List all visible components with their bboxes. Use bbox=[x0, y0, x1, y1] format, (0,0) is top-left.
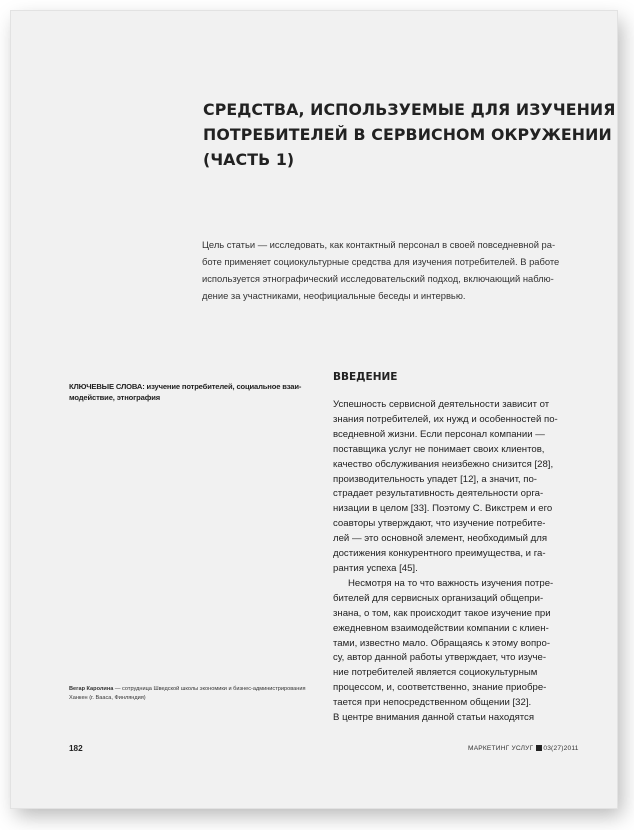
abstract-line: боте применяет социокультурные средства для изучения потребителей. В работе bbox=[202, 256, 560, 267]
body-text bbox=[333, 398, 583, 726]
article-abstract bbox=[202, 236, 588, 304]
body-line: поставщика услуг не понимает своих клиентов, bbox=[333, 443, 545, 455]
body-line: процессом, и, соответственно, знание приобре- bbox=[333, 682, 547, 694]
title-line: ПОТРЕБИТЕЛЕЙ В СЕРВИСНОМ ОКРУЖЕНИИ bbox=[203, 125, 612, 144]
journal-issue: 03(27)2011 bbox=[543, 745, 579, 752]
body-line: рантия успеха [45]. bbox=[333, 562, 418, 574]
title-line: СРЕДСТВА, ИСПОЛЬЗУЕМЫЕ ДЛЯ ИЗУЧЕНИЯ bbox=[203, 100, 616, 119]
body-line: тами, известно мало. Обращаясь к этому вопро- bbox=[333, 637, 551, 649]
section-heading: ВВЕДЕНИЕ bbox=[333, 371, 398, 383]
body-line: Успешность сервисной деятельности зависит от bbox=[333, 399, 550, 410]
author-location: Ханкен (г. Вааса, Финляндия) bbox=[69, 695, 146, 701]
body-line: производительность упадет [12], а значит, по- bbox=[333, 473, 537, 485]
keywords-line: модействие, этнография bbox=[69, 393, 160, 402]
abstract-line: Цель статьи — исследовать, как контактный персонал в своей повседневной ра- bbox=[202, 239, 556, 250]
body-line: вседневной жизни. Если персонал компании — bbox=[333, 428, 545, 440]
body-line: достижения конкурентного преимущества, и га- bbox=[333, 548, 546, 560]
journal-name: МАРКЕТИНГ УСЛУГ bbox=[468, 745, 534, 752]
body-line: су, автор данной работы утверждает, что изуче- bbox=[333, 652, 547, 664]
body-line: качество обслуживания неизбежно снизится [28], bbox=[333, 458, 554, 470]
body-line: тается при непосредственном общении [32]. bbox=[333, 697, 532, 709]
article-title bbox=[203, 97, 616, 172]
body-line: знана, о том, как происходит такое изучение при bbox=[333, 607, 551, 619]
author-note bbox=[69, 685, 329, 703]
body-line: низации в целом [33]. Поэтому С. Викстрем и его bbox=[333, 503, 553, 515]
journal-footer bbox=[468, 745, 579, 752]
title-line: (ЧАСТЬ 1) bbox=[203, 150, 295, 169]
body-line: страдает результативность деятельности орга- bbox=[333, 488, 544, 500]
abstract-line: используется этнографический исследовательский подход, включающий наблю- bbox=[202, 273, 554, 284]
author-affiliation: — сотрудница Шведской школы экономики и бизнес-администрирования bbox=[113, 686, 306, 692]
keywords-line: КЛЮЧЕВЫЕ СЛОВА: изучение потребителей, социальное взаи- bbox=[69, 382, 302, 391]
body-line: знания потребителей, их нужд и особенностей по- bbox=[333, 413, 558, 425]
body-line: соавторы утверждают, что изучение потребите- bbox=[333, 518, 546, 530]
author-name: Вегар Каролина bbox=[69, 686, 114, 692]
body-line: В центре внимания данной статьи находятся bbox=[333, 712, 535, 724]
page-number: 182 bbox=[69, 744, 83, 753]
author-line bbox=[69, 685, 329, 694]
abstract-line: дение за участниками, неофициальные беседы и интервью. bbox=[202, 290, 466, 301]
body-line: Несмотря на то что важность изучения потре- bbox=[348, 577, 554, 589]
body-line: ние потребителей является социокультурным bbox=[333, 667, 538, 679]
body-line: ежедневном взаимодействии компании с клиен- bbox=[333, 622, 549, 634]
square-bullet-icon bbox=[536, 745, 542, 751]
keywords bbox=[69, 381, 324, 403]
body-line: бителей для сервисных организаций общепри- bbox=[333, 592, 544, 604]
body-line: лей — это основной элемент, необходимый для bbox=[333, 533, 548, 545]
